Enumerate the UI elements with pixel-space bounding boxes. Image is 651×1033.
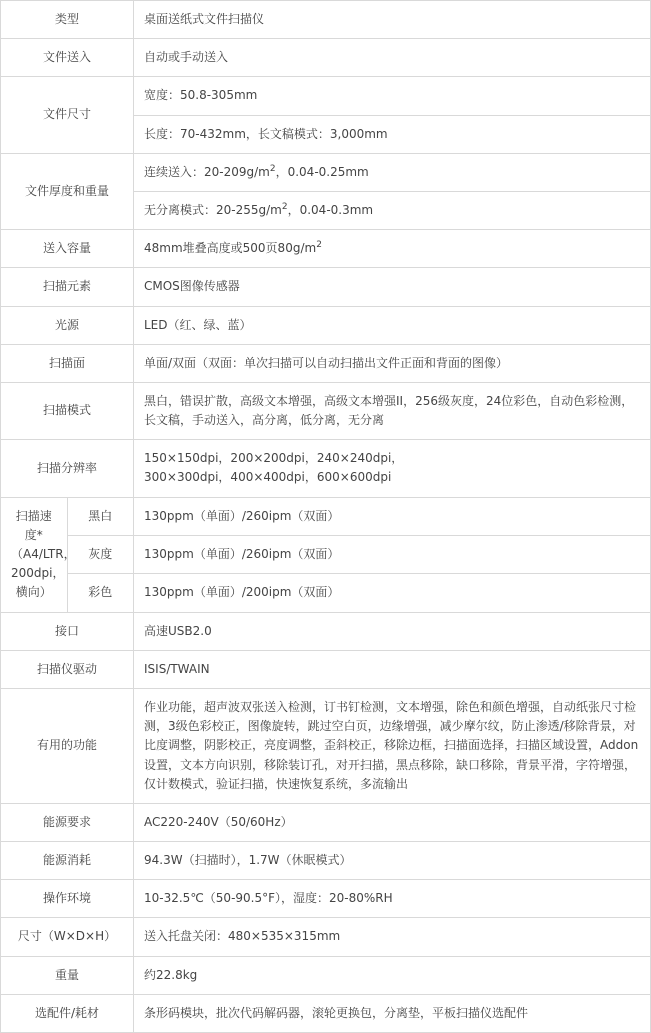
row-value: 高速USB2.0 — [134, 612, 651, 650]
row-value: 送入托盘关闭：480×535×315mm — [134, 918, 651, 956]
table-row — [1, 39, 651, 77]
table-row — [1, 956, 651, 994]
row-label: 扫描元素 — [1, 268, 134, 306]
table-row — [1, 306, 651, 344]
row-label: 能源要求 — [1, 803, 134, 841]
nested-value-text: 连续送入：$20-209g/m^2$，0.04-0.25mm — [144, 163, 369, 179]
row-label-line: 200dpi，横向） — [11, 566, 65, 600]
row-value: 130ppm（单面）/200ipm（双面） — [134, 574, 651, 612]
nested-row — [134, 154, 650, 192]
row-value: 130ppm（单面）/260ipm（双面） — [134, 535, 651, 573]
table-row — [1, 918, 651, 956]
row-label: 选配件/耗材 — [1, 994, 134, 1032]
row-value-line: 150×150dpi，200×200dpi，240×240dpi， — [144, 451, 404, 466]
table-row — [1, 230, 651, 268]
row-label: 能源消耗 — [1, 842, 134, 880]
row-label: 扫描分辨率 — [1, 440, 134, 497]
row-label: 接口 — [1, 612, 134, 650]
row-label: 文件厚度和重量 — [1, 153, 134, 229]
row-label: 类型 — [1, 1, 134, 39]
table-row — [1, 344, 651, 382]
row-label: 扫描模式 — [1, 382, 134, 439]
table-body — [1, 1, 651, 1033]
row-label: 文件尺寸 — [1, 77, 134, 153]
row-label: 送入容量 — [1, 230, 134, 268]
table-row — [1, 1, 651, 39]
nested-row — [134, 115, 650, 153]
row-label-line: 扫描速度* — [15, 508, 52, 542]
row-label: 扫描面 — [1, 344, 134, 382]
row-value-group — [134, 77, 651, 153]
table-row — [1, 688, 651, 803]
nested-value — [134, 154, 650, 192]
row-value-group — [134, 153, 651, 229]
row-value: 桌面送纸式文件扫描仪 — [134, 1, 651, 39]
nested-value: 宽度：50.8-305mm — [134, 77, 650, 115]
row-value: 黑白，错误扩散，高级文本增强，高级文本增强II，256级灰度，24位彩色，自动色彩检测，长文稿，手动送入，高分离，低分离，无分离 — [134, 382, 651, 439]
row-label: 光源 — [1, 306, 134, 344]
table-row — [1, 268, 651, 306]
nested-table — [134, 77, 650, 152]
row-label: 文件送入 — [1, 39, 134, 77]
row-value: 约22.8kg — [134, 956, 651, 994]
row-value: 条形码模块，批次代码解码器，滚轮更换包，分离垫，平板扫描仪选配件 — [134, 994, 651, 1032]
nested-table — [134, 154, 650, 229]
table-row — [1, 382, 651, 439]
row-sublabel: 灰度 — [67, 535, 134, 573]
table-row — [1, 497, 651, 535]
row-label: 尺寸（W×D×H） — [1, 918, 134, 956]
row-value — [134, 440, 651, 497]
row-value-line: 300×300dpi，400×400dpi，600×600dpi — [144, 470, 392, 485]
row-value: LED（红、绿、蓝） — [134, 306, 651, 344]
row-label: 操作环境 — [1, 880, 134, 918]
table-row — [1, 994, 651, 1032]
row-value: 48mm堆叠高度或500页$80g/m^2$ — [134, 230, 651, 268]
table-row — [1, 77, 651, 153]
table-row — [1, 440, 651, 497]
row-value: ISIS/TWAIN — [134, 650, 651, 688]
row-value: 作业功能，超声波双张送入检测，订书钉检测，文本增强，除色和颜色增强，自动纸张尺寸检测，3级色彩校正，图像旋转，跳过空白页，边缘增强，减少摩尔纹，防止渗透/移除背景，对比度调整，阴影校正，亮度调整，歪斜校正，移除边框，扫描面选择，扫描区域设置，Addon设置，文本方向识别，移除装订孔，对开扫描，黑点移除，缺口移除，背景平滑，字符增强，仅计数模式，验证扫描，快速恢复系统，多流输出 — [134, 688, 651, 803]
table-row — [1, 842, 651, 880]
row-label — [1, 497, 76, 612]
table-row — [1, 153, 651, 229]
row-value: 94.3W（扫描时），1.7W（休眠模式） — [134, 842, 651, 880]
table-row — [1, 650, 651, 688]
nested-value: 长度：70-432mm，长文稿模式：3,000mm — [144, 126, 388, 141]
table-row — [1, 535, 651, 573]
table-row — [1, 574, 651, 612]
row-value: 自动或手动送入 — [134, 39, 651, 77]
row-label: 有用的功能 — [1, 688, 134, 803]
table-row — [1, 612, 651, 650]
row-sublabel: 彩色 — [67, 574, 134, 612]
row-label: 扫描仪驱动 — [1, 650, 134, 688]
row-sublabel: 黑白 — [67, 497, 134, 535]
row-value: 130ppm（单面）/260ipm（双面） — [134, 497, 651, 535]
row-value: CMOS图像传感器 — [134, 268, 651, 306]
row-value: AC220-240V（50/60Hz） — [134, 803, 651, 841]
table-row — [1, 803, 651, 841]
row-value: 单面/双面（双面：单次扫描可以自动扫描出文件正面和背面的图像） — [134, 344, 651, 382]
row-label-line: （A4/LTR， — [11, 547, 76, 561]
nested-value-text: 无分离模式：$20-255g/m^2$，0.04-0.3mm — [144, 201, 374, 217]
nested-row — [134, 191, 650, 229]
row-value: 10-32.5℃（50-90.5°F），湿度：20-80%RH — [134, 880, 651, 918]
nested-row — [134, 77, 650, 115]
nested-value — [134, 191, 650, 229]
row-label: 重量 — [1, 956, 134, 994]
table-row — [1, 880, 651, 918]
